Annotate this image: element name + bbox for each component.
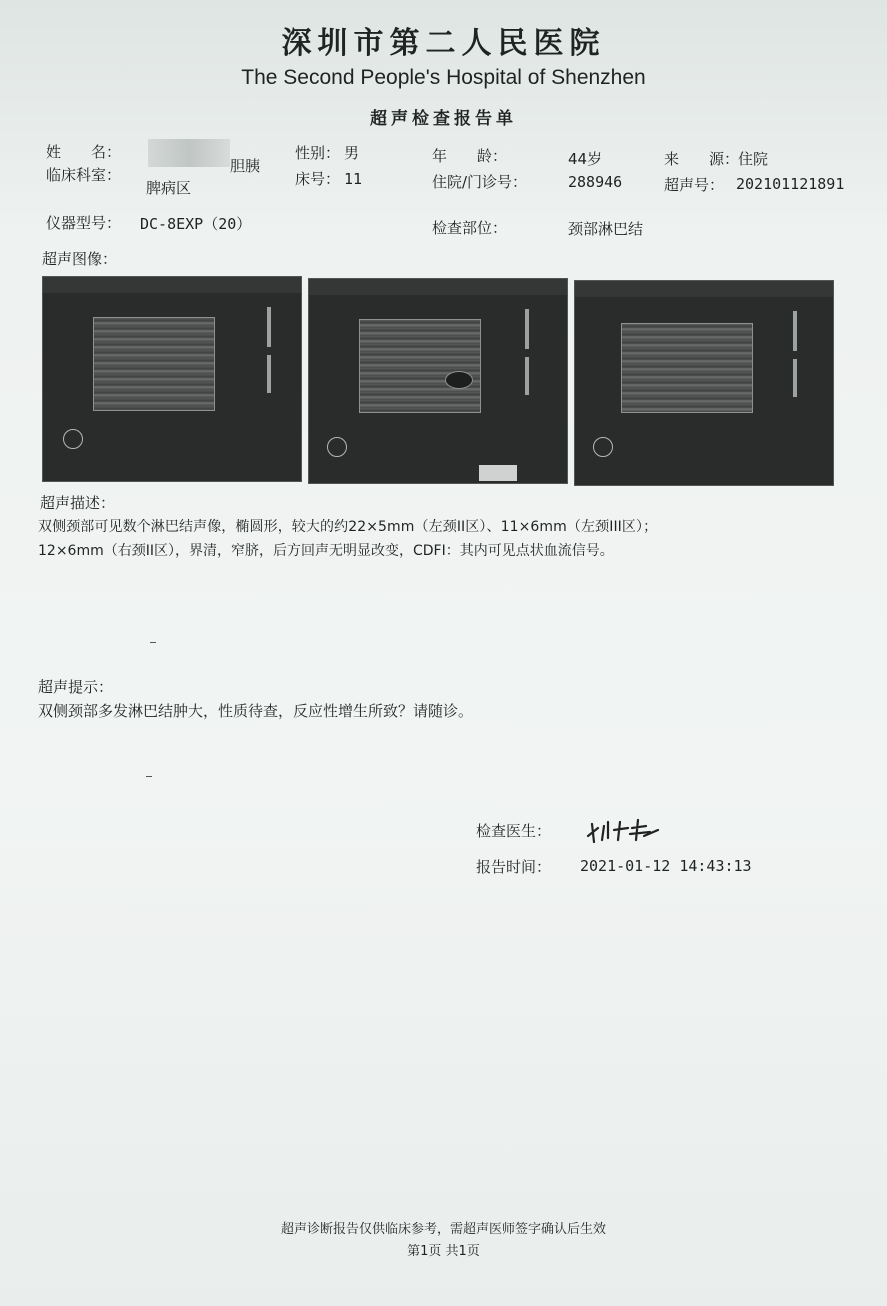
- report-time: 2021-01-12 14:43:13: [580, 857, 752, 875]
- time-label: 报告时间：: [476, 858, 552, 876]
- redacted-name: [148, 139, 230, 167]
- report-title: 超声检查报告单: [370, 109, 517, 129]
- inpatient-value: 288946: [568, 173, 623, 191]
- ultrasound-image-2: [308, 278, 568, 484]
- images-section-label: 超声图像：: [42, 250, 118, 268]
- age-label: 年 龄：: [432, 147, 508, 165]
- source-label: 来 源：: [664, 150, 740, 168]
- us-no-label: 超声号：: [664, 176, 725, 194]
- site-label: 检查部位：: [432, 219, 508, 237]
- page-number: 第1页 共1页: [407, 1244, 480, 1259]
- bed-label: 床号：: [295, 170, 341, 188]
- description-label: 超声描述：: [40, 494, 116, 512]
- ultrasound-image-3: [574, 280, 834, 486]
- bed-value: 11: [344, 170, 363, 188]
- device-value: DC-8EXP（20）: [140, 215, 252, 233]
- site-value: 颈部淋巴结: [568, 220, 644, 238]
- age-value: 44岁: [568, 150, 603, 168]
- us-no-value: 202101121891: [736, 175, 845, 193]
- conclusion-label: 超声提示：: [38, 678, 114, 696]
- description-line-1: 双侧颈部可见数个淋巴结声像，椭圆形，较大的约22×5mm（左颈II区）、11×6mm（左颈III区）；: [38, 519, 658, 535]
- probe-orientation-icon: [593, 437, 613, 457]
- dept-value: 胆胰: [230, 157, 261, 175]
- probe-orientation-icon: [327, 437, 347, 457]
- dept-value-cont: 脾病区: [146, 179, 192, 197]
- ultrasound-images: [40, 276, 835, 488]
- sex-label: 性别：: [295, 144, 341, 162]
- name-label: 姓 名：: [46, 143, 122, 161]
- hospital-name-en: The Second People's Hospital of Shenzhen: [241, 66, 646, 89]
- source-value: 住院: [738, 150, 769, 168]
- device-label: 仪器型号：: [46, 214, 122, 232]
- description-line-2: 12×6mm（右颈II区），界清，窄脐，后方回声无明显改变，CDFI：其内可见点状血流信号。: [38, 543, 614, 559]
- doctor-signature: [584, 816, 674, 846]
- inpatient-label: 住院/门诊号：: [432, 173, 528, 191]
- doctor-label: 检查医生：: [476, 822, 552, 840]
- dept-label: 临床科室：: [46, 166, 122, 184]
- probe-orientation-icon: [63, 429, 83, 449]
- ultrasound-image-1: [42, 276, 302, 482]
- sex-value: 男: [344, 144, 360, 162]
- footer-disclaimer: 超声诊断报告仅供临床参考，需超声医师签字确认后生效: [280, 1222, 606, 1237]
- hospital-name-cn: 深圳市第二人民医院: [281, 26, 606, 61]
- conclusion-text: 双侧颈部多发淋巴结肿大，性质待查，反应性增生所致？请随诊。: [38, 702, 474, 720]
